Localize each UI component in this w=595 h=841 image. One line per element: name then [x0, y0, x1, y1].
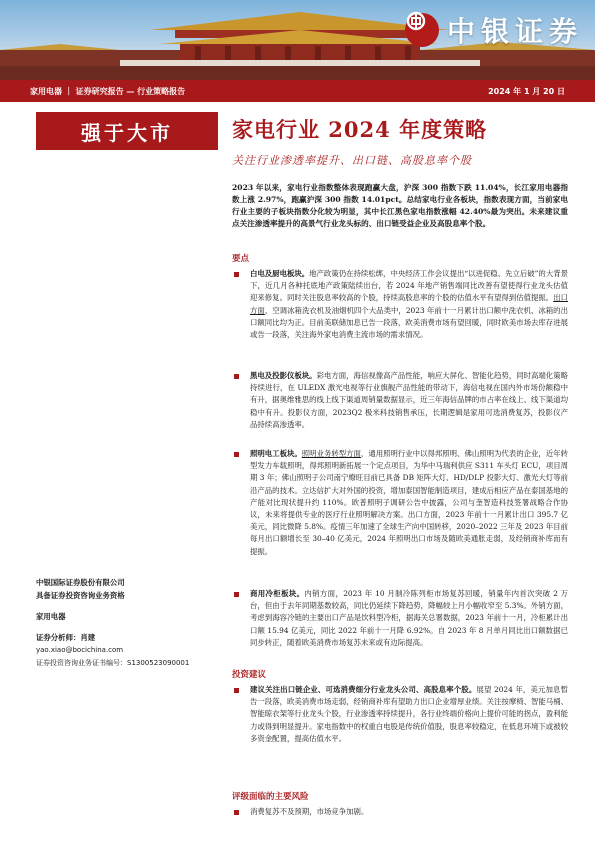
brand-name: 中银证券	[446, 15, 583, 48]
investment-advice	[232, 684, 568, 745]
bullet-text: 彩电方面，海信视像高产品性能，响应大屏化、智能化趋势，同时高端化策略持续进行，在 ULEDX 激光电视等行业旗舰产品性能的带动下，海信电视在国内外市场份额稳中有升，据奥维雅思的线上线下渠道周销量数据显示，近三年海信品牌的市占率在线上、线下渠道均稳中有升。投影仪方面，2023Q2 极米科技销售承压，长期逻辑是家用可选消费复苏，投影仪产品持续高渗透率。	[250, 371, 568, 429]
header-banner	[0, 0, 595, 80]
bullet-square-icon	[234, 592, 239, 597]
risk-item	[232, 806, 568, 818]
bullet-black-goods	[232, 370, 568, 431]
bullet-lead: 黑电及投影仪板块。	[250, 371, 317, 380]
bank-logo-icon	[405, 13, 439, 47]
analyst-email[interactable]: yao.xiao@bocichina.com	[36, 646, 124, 654]
bullet-square-icon	[234, 452, 239, 457]
bullet-text: 展望 2024 年，美元加息暂告一段落，欧美消费市场走弱，经销商补库有望助力出口企业增厚业绩。关注按摩椅、智能马桶、智能晾衣架等行业龙头个股，行业渗透率持续提升，各行业终端价格向上提价可能的拐点，盈利能力或得到明显提升。家电指数中的权重白电股是传统价值股，股息率较稳定，在低息环境下或被较多资金配置，提高估值水平。	[250, 685, 568, 743]
bullet-text: 内销方面，2023 年 10 月制冷陈列柜市场复苏回暖，销量年内首次突破 2 万台，但由于去年同期基数较高，同比仍延续下降趋势，降幅较上月小幅收窄至 5.3%。外销方面，考虑到海容冷链的主要出口产品是饮料型冷柜，据海关总署数据，2023 年前十一月，冷柜累计出口额 15.94 亿美元，同比 2022 年前十一月降 6.92%。自 2023 年 8 月单月同比出口额数据已同步转正，随着欧美消费市场复苏未来或有边际提高。	[250, 589, 568, 647]
bullet-white-goods	[232, 268, 568, 341]
bullet-lead: 商用冷柜板块。	[250, 589, 305, 598]
report-date: 2024 年 1 月 20 日	[488, 87, 565, 96]
page-subtitle: 关注行业渗透率提升、出口链、高股息率个股	[232, 154, 472, 167]
breadcrumb: 家用电器 ｜ 证券研究报告 — 行业策略报告	[30, 87, 186, 96]
risk-heading: 评级面临的主要风险	[232, 792, 309, 802]
analyst-name: 证券分析师：肖建	[36, 633, 96, 642]
bullet-text: 消费复苏不及预期，市场竞争加剧。	[250, 807, 369, 816]
key-points-heading: 要点	[232, 254, 250, 264]
company-name: 中银国际证券股份有限公司	[36, 578, 125, 587]
bullet-lead: 建议关注出口链企业、可选消费细分行业龙头公司、高股息率个股。	[250, 685, 477, 694]
sidebar-info	[36, 576, 216, 670]
bullet-underline: 照明业务转型方面	[301, 449, 361, 458]
qualification: 具备证券投资咨询业务资格	[36, 591, 125, 600]
summary-paragraph: 2023 年以来，家电行业指数整体表现跑赢大盘，沪深 300 指数下跌 11.04%，长江家用电器指数上涨 2.97%，跑赢沪深 300 指数 14.01pct。总结家电行业各板块，指数表现方面，当前家电行业主要的子板块指数分化较为明显，其中长江黑色家电指数涨幅 42.40%最为突出。未来建议重点关注渗透率提升的高景气行业龙头标的、出口链受益企业及高股息率个股。	[232, 183, 568, 228]
info-bar	[0, 80, 595, 102]
page-title: 家电行业 2024 年度策略	[232, 117, 488, 142]
certificate-number: 证券投资咨询业务证书编号：S1300523090001	[36, 659, 190, 667]
bullet-underline: 出口方面	[250, 293, 568, 315]
bullet-square-icon	[234, 810, 239, 815]
brand-logo	[405, 10, 583, 50]
investment-heading: 投资建议	[232, 670, 267, 680]
rating-badge: 强于大市	[36, 112, 218, 150]
bullet-lighting	[232, 448, 568, 558]
bullet-lead: 照明电工板块。	[250, 449, 302, 458]
bullet-text: ，通用照明行业中以得邦照明、佛山照明为代表的企业，近年转型发力车载照明，得邦照明新拓展一个定点项目，为华中马瑞利供应 S311 车头灯 ECU，项目周期 3 年；佛山照明子公司南宁燎旺目前已具备 DB 矩阵大灯、HD/DLP 投影大灯、激光大灯等前沿产品的技术。立达信扩大对外国的投资，增加泰国智能制造项目，建成后相应产品在泰国基地的产能对比现状提升约 110%。欧普照明子调研公告中披露，公司与奎智造科技签署战略合作协议，未来将提供专业的医疗行业照明解决方案。出口方面，2023 年前十一月累计出口 395.7 亿美元，同比微降 5.8%。疫情三年加速了全球生产向中国转移，2020–2022 三年及 2023 年目前每月出口额增长至 30–40 亿美元，2024 年照明出口市场及随欧美通胀走弱，及经销商补库而有提振。	[250, 449, 568, 556]
bullet-text: ，空调冰箱洗衣机及油烟机四个大品类中，2023 年前十一月累计出口额中洗衣机、冰箱的出口额同比均为正。目前美联储加息已告一段落，欧美消费市场有望回暖，同时欧美市场去库存进展或告一段落，关注海外家电消费主流市场的需求情况。	[250, 305, 568, 340]
bullet-commercial-freezer	[232, 588, 568, 649]
bullet-text: 地产政策仍在持续松绑，中央经济工作会议提出“以进促稳、先立后破”的大背景下，近几月各种托底地产政策陆续出台，若 2024 年地产销售端同比改善有望使得行业龙头估值迎来修复。同时关注股息率较高的个股，持续高股息率的个股的估值水平有望得到估值提振。	[250, 269, 568, 303]
bullet-square-icon	[234, 272, 239, 277]
sector-name: 家用电器	[36, 612, 66, 621]
bullet-square-icon	[234, 688, 239, 693]
bullet-lead: 白电及厨电板块。	[250, 269, 310, 278]
bullet-square-icon	[234, 374, 239, 379]
